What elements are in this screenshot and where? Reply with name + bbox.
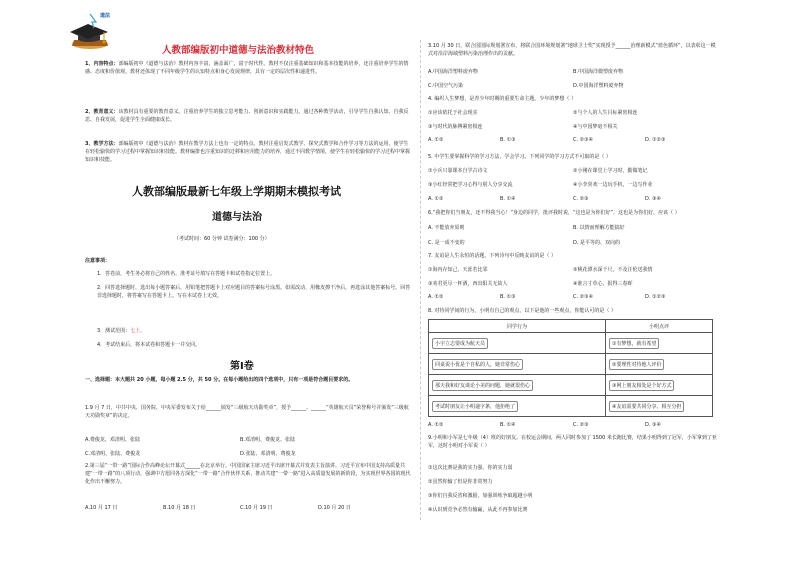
q8-cell: ④友谊需要共同分享、相互分担 (606, 396, 713, 417)
q5-option-b[interactable]: B. ①④ (500, 196, 516, 202)
q5-option-d[interactable]: D. ③④ (645, 196, 661, 202)
q4-option-d[interactable]: D. ①②③ (645, 137, 666, 143)
q9-item-2: ②虽然你输了但是你非常努力 (428, 479, 493, 485)
q8-cell: ③网上朋友相处是个好方式 (606, 375, 713, 396)
q8-header-behavior: 同学行为 (429, 320, 606, 333)
q8-option-d[interactable]: D. ③④ (645, 422, 661, 428)
q2-option-a[interactable]: A.10 月 17 日 (85, 505, 118, 511)
q8-header-comment: 小明点评 (606, 320, 713, 333)
table-row (429, 354, 713, 375)
q7-item-3: ③劝君更尽一杯酒，西出阳关无故人 (428, 281, 508, 287)
notice-item-2: 2．回答选择题时，选出每小题答案后，用铅笔把答题卡上对应题目的答案标号涂黑。如需改动，用橡皮擦干净后，再选涂其他答案标号。回答非选择题时，将答案写在答题卡上。写在本试卷上无效。 (97, 285, 411, 299)
q5-item-1: ①小兵只靠课本自学古诗文 (428, 168, 488, 174)
q2-text: 2.第三届“一带一路”国际合作高峰论坛开幕式______在北京举行。中国国家主席习近平出席开幕式并发表主旨演讲。习近平宣布中国支持高质量共建“一带一路”的八项行动，强调中方愿同各方深化“一带一路”合作伙伴关系，推动共建“一带一路”进入高质量发展的新阶段，为实现世界各国的现代化作出不懈努力。 (85, 463, 411, 485)
feature-title: 人教部编版初中道德与法治教材特色 (162, 45, 315, 56)
q8-text: 8. 对待同学间的行为，小明有自己的观点，以下是他的一些观点，你能认可的是（ ） (428, 308, 616, 314)
logo (68, 10, 128, 52)
q3-option-b[interactable]: B.中国海洋微塑废弃物 (573, 69, 624, 75)
q8-cell: ①有梦想，就有希望 (606, 333, 713, 354)
q5-item-4: ④小李喜欢一边玩手机，一边写作业 (573, 182, 653, 188)
q1-text: 1.9 月 7 日，中共中央、国务院、中央军委发布关于给______颁发“三级航天功勋奖章”，授予______、______“英雄航天员”荣誉称号并颁发“三级航天功勋奖章”的决定。 (85, 405, 409, 419)
q6-option-b[interactable]: B. 以情而理解方能搞好 (573, 225, 625, 231)
q3-text: 3.10 月 30 日，联合国国际规划署宣布，将联合国环境规划署“地球卫士奖”实现授予______治理新模式“蓝色循环”，以表彰这一模式对沿岸海域塑料污染治理作出的贡献。 (428, 43, 716, 57)
q6-text: 6.“我把你们当朋友，还不得我当心！”身边的同学，批评我时说，“这也是为你们好”，这也是为你们好，应该（ ） (428, 210, 680, 216)
q3-option-d[interactable]: D.中国海洋塑料废弃物 (573, 83, 624, 89)
q9-item-1: ①这次比赛是我的实力强，你的实力弱 (428, 465, 513, 471)
feature-1: 1、内容特点：部编版初中《道德与法治》教材内容丰富，涵盖面广，富于时代性。教材不仅注重基础知识和基本技能的培养，还注重培养学生的情感、态度和价值观。教材还体现了不同年级学生的认知特点和身心发展规律，具有一定的层次性和递进性。 (85, 61, 409, 75)
q4-item-1: ①应该依托于社会现实 (428, 110, 478, 116)
q7-item-1: ①海内存知己，天涯若比邻 (428, 267, 488, 273)
q8-option-a[interactable]: A. ①② (428, 422, 444, 428)
q7-item-4: ④谁言寸草心，报得三春晖 (573, 281, 633, 287)
q3-option-a[interactable]: A.中国海洋塑料废弃物 (428, 69, 478, 75)
q8-cell: ②要理性对待他人评价 (606, 354, 713, 375)
feature-3: 3、教学方法：部编版初中《道德与法治》教材在教学方法上也有一定的特点。教材注重启发式教学、探究式教学和合作学习等方法的运用，使学生在轻松愉快的学习过程中掌握知识和技能。教材编排也注重知识的迁移和应用能力的培养，通过不同教学情境，使学生在轻松愉快的学习过程中掌握知识和技能。 (85, 141, 411, 163)
q7-option-c[interactable]: C. ②③④ (573, 294, 594, 300)
q8-option-b[interactable]: B. ①④ (500, 422, 516, 428)
q1-option-a[interactable]: A.费俊龙、邓清明、张陆 (85, 437, 140, 443)
q7-option-b[interactable]: B. ①③ (500, 294, 516, 300)
q4-option-b[interactable]: B. ①③ (500, 137, 516, 143)
q8-cell: 那天我和好友谈论小美的问题，她就很伤心 (429, 375, 606, 396)
q1-option-c[interactable]: C.邓清明、张陆、费俊龙 (85, 451, 141, 457)
q5-option-a[interactable]: A. ①② (428, 196, 444, 202)
notice-item-3: 3．测试范围：七上。 (97, 328, 146, 334)
column-divider (420, 40, 421, 520)
exam-title: 人教部编版最新七年级上学期期末模拟考试 (132, 185, 341, 198)
q2-option-d[interactable]: D.10 月 20 日 (318, 505, 351, 511)
q7-item-2: ②桃花潭水深千尺，不及汪伦送我情 (573, 267, 653, 273)
q8-option-c[interactable]: C. ②③ (573, 422, 589, 428)
table-row (429, 375, 713, 396)
q5-item-2: ②小刚在课堂上学习时，勤做笔记 (573, 168, 648, 174)
q8-cell: 考试时朋友让小明递字条，他拒绝了 (429, 396, 606, 417)
q3-option-c[interactable]: C.中国空气污染 (428, 83, 464, 89)
q4-option-c[interactable]: C. ②③④ (573, 137, 594, 143)
q7-option-a[interactable]: A. ①② (428, 294, 444, 300)
q6-option-c[interactable]: C. 是一成不变的 (428, 240, 465, 246)
q5-item-3: ③小红经常把学习心得与别人分享交流 (428, 182, 513, 188)
q4-item-4: ④与中国梦毫不相关 (573, 124, 618, 130)
q7-text: 7. 友谊是人生永恒的话题。下列诗句中反映友谊的是（ ） (428, 253, 556, 259)
q8-table (428, 319, 713, 417)
q2-option-b[interactable]: B.10 月 18 日 (163, 505, 196, 511)
table-row (429, 396, 713, 417)
q1-option-d[interactable]: D.张陆、邓清明、费俊龙 (240, 451, 296, 457)
notice-head: 注意事项： (85, 258, 111, 264)
notice-item-1: 1．答卷前，考生务必将自己的姓名、准考证号填写在答题卡和试卷指定位置上。 (97, 271, 276, 277)
q8-cell: 同桌说小优是个自私的人，她非常伤心 (429, 354, 606, 375)
exam-subject: 道德与法治 (212, 212, 262, 223)
q6-option-d[interactable]: D. 是平等的、双向的 (573, 240, 621, 246)
exam-info: （考试时间：60 分钟 试卷满分：100 分） (174, 236, 270, 242)
q5-text: 5. 中学生要掌握科学的学习方法，学会学习。下列同学的学习方式不可取的是（ ） (428, 154, 611, 160)
q4-option-a[interactable]: A. ①② (428, 137, 444, 143)
logo-caption: 道法 (100, 13, 111, 19)
q7-option-d[interactable]: D. ①②③ (645, 294, 666, 300)
q1-option-b[interactable]: B.邓清明、费俊龙、张陆 (240, 437, 296, 443)
notice-item-4: 4．考试结束后，将本试卷和答题卡一并交回。 (97, 342, 201, 348)
q2-option-c[interactable]: C.10 月 19 日 (240, 505, 273, 511)
q9-item-4: ④认识到竞争必然有输赢，从此不再参加比赛 (428, 507, 528, 513)
q4-item-3: ③与时代的脉搏紧密相连 (428, 124, 483, 130)
table-row (429, 333, 713, 354)
graduation-cap-icon (68, 10, 128, 52)
q4-text: 4. 编织人生梦想，是青少年时期的重要生命主题。少年的梦想（ ） (428, 96, 576, 102)
q8-cell: 小宇立志要成为航天员 (429, 333, 606, 354)
q4-item-2: ②与个人的人生目标紧密相连 (573, 110, 638, 116)
q5-option-c[interactable]: C. ②③ (573, 196, 589, 202)
q9-text: 9.小明和小军是七年级（4）班的好朋友。在校运会期间，两人同时参加了 1500 米长跑比赛，结果小明得到了冠军，小军拿到了亚军，这时小明对小军说（ ） (428, 435, 717, 449)
section-intro: 一、选择题：本大题共 20 小题，每小题 2.5 分，共 50 分。在每小题给出的四个选项中，只有一项是符合题目要求的。 (85, 377, 354, 383)
q9-item-3: ③你们自我反省和激励，加强训练争取超越小明 (428, 493, 533, 499)
section-title: 第Ⅰ卷 (230, 361, 254, 372)
feature-2: 2、教育意义：该教材具有重要的教育意义。注重培养学生的独立思考能力、创新意识和实践能力。通过各种教学活动，引导学生自我认知、自我反思、自我发展，促进学生全面健康成长。 (85, 109, 409, 123)
q6-option-a[interactable]: A. 不能放弃原则 (428, 225, 465, 231)
